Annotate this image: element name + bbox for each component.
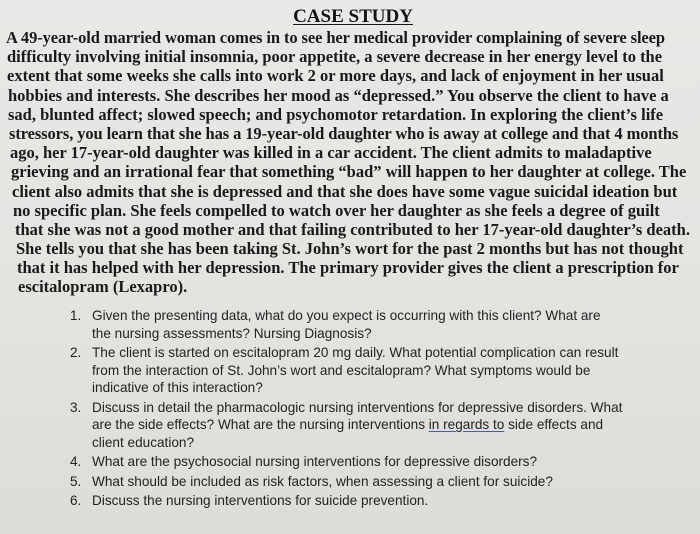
case-narrative — [6, 28, 696, 297]
underlined-phrase: in regards to — [428, 417, 505, 432]
page-title: CASE STUDY — [293, 6, 413, 27]
case-line: client also admits that she is depressed and that she does have some vague suicidal ideation but — [12, 181, 678, 201]
question-list — [70, 307, 670, 512]
case-line: grieving and an irrational fear that something “bad” will happen to her daughter at college. The — [11, 162, 687, 182]
case-line: A 49-year-old married woman comes in to see her medical provider complaining of severe sleep — [6, 28, 665, 47]
case-line: She tells you that she has been taking St. John’s wort for the past 2 months but has not thought — [16, 239, 684, 259]
question-line: Discuss in detail the pharmacologic nursing interventions for depressive disorders. What — [92, 399, 623, 415]
case-line: extent that some weeks she calls into work 2 or more days, and lack of enjoyment in her usual — [7, 66, 664, 86]
question-number: 1. — [70, 308, 82, 323]
case-line: escitalopram (Lexapro). — [18, 277, 188, 297]
case-line: stressors, you learn that she has a 19-year-old daughter who is away at college and that 4 months — [9, 123, 679, 143]
question-item — [70, 344, 670, 397]
question-item — [70, 399, 670, 452]
question-line — [92, 416, 670, 434]
question-item — [70, 453, 670, 471]
question-line: the nursing assessments? Nursing Diagnosis? — [92, 325, 372, 341]
question-number: 5. — [70, 473, 82, 489]
question-text: side effects and — [504, 417, 604, 432]
case-line: difficulty involving initial insomnia, poor appetite, a severe decrease in her energy level to the — [7, 47, 663, 67]
question-text: are the side effects? What are the nursing interventions — [92, 417, 429, 432]
case-line: that it has helped with her depression. The primary provider gives the client a prescription for — [17, 258, 679, 278]
question-line: Given the presenting data, what do you expect is occurring with this client? What are — [92, 308, 601, 323]
case-line: no specific plan. She feels compelled to watch over her daughter as she feels a degree of guilt — [13, 200, 660, 220]
question-line: Discuss the nursing interventions for suicide prevention. — [92, 493, 429, 508]
question-item — [70, 492, 670, 510]
question-number: 3. — [70, 399, 82, 415]
question-line: What should be included as risk factors, when assessing a client for suicide? — [92, 473, 553, 489]
question-line: indicative of this interaction? — [92, 380, 263, 395]
case-line: ago, her 17-year-old daughter was killed in a car accident. The client admits to maladaptive — [10, 143, 652, 163]
question-line: What are the psychosocial nursing interventions for depressive disorders? — [92, 454, 538, 469]
case-line: sad, blunted affect; slowed speech; and psychomotor retardation. In exploring the client’s life — [8, 104, 664, 124]
question-line: from the interaction of St. John’s wort and escitalopram? What symptoms would be — [92, 362, 591, 378]
case-line: that she was not a good mother and that failing contributed to her 17-year-old daughter’s death. — [15, 219, 690, 239]
question-item — [70, 307, 670, 342]
case-line: hobbies and interests. She describes her mood as “depressed.” You observe the client to have a — [8, 85, 669, 105]
question-number: 6. — [70, 493, 82, 508]
question-number: 4. — [70, 454, 82, 469]
question-line: client education? — [92, 434, 195, 450]
question-line: The client is started on escitalopram 20 mg daily. What potential complication can result — [92, 345, 619, 360]
question-number: 2. — [70, 345, 82, 360]
question-item — [70, 473, 670, 491]
